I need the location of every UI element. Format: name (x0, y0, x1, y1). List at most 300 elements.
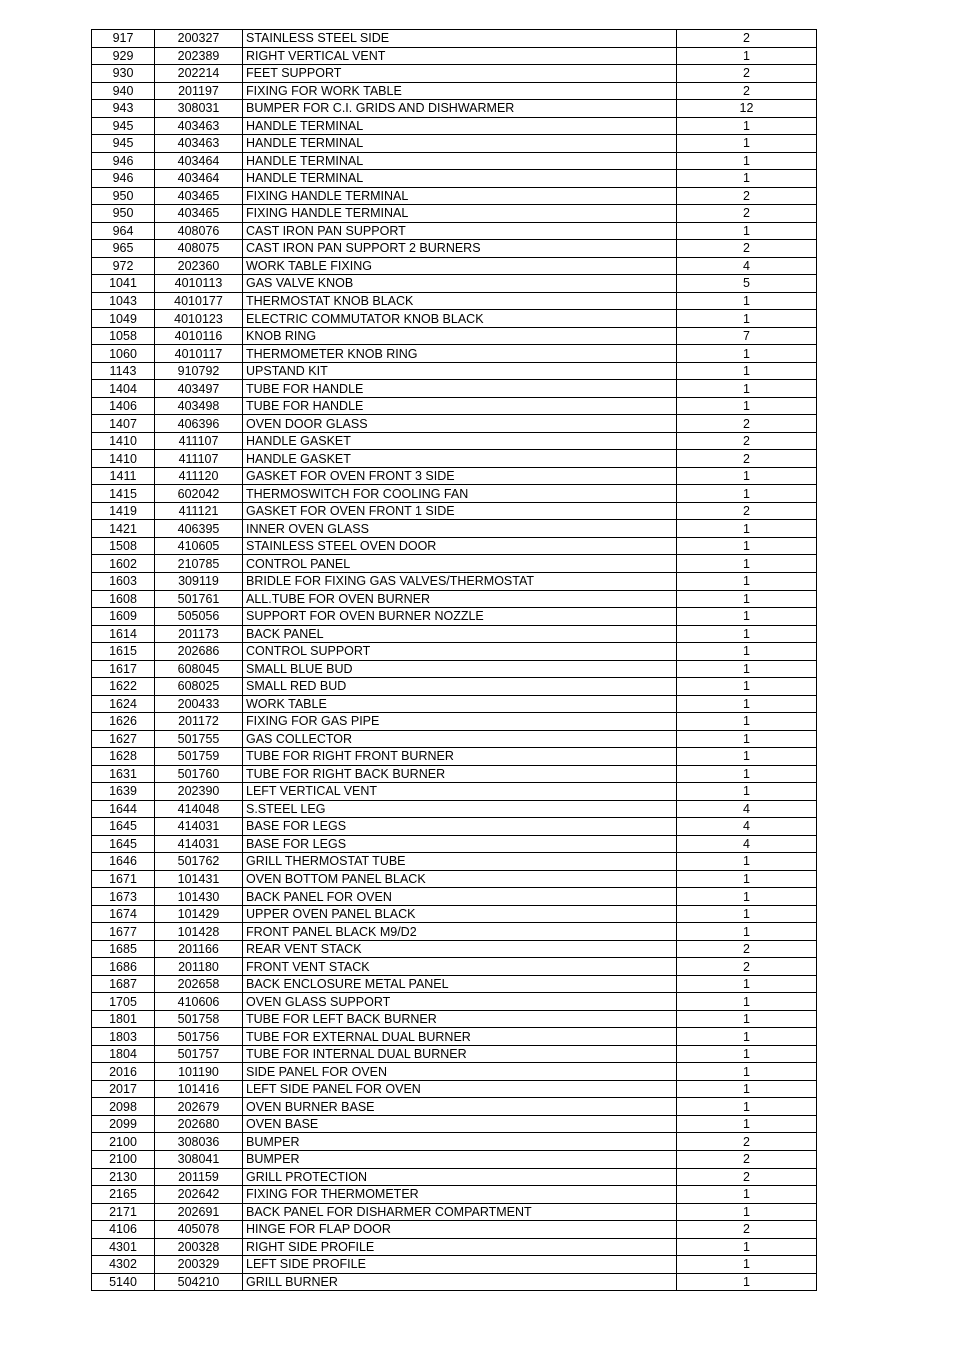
table-row (92, 748, 817, 766)
item-number-cell: 1421 (92, 520, 155, 538)
part-description-cell: GASKET FOR OVEN FRONT 1 SIDE (243, 502, 677, 520)
part-code-cell: 410605 (155, 537, 243, 555)
quantity-cell: 1 (677, 1098, 817, 1116)
quantity-cell: 7 (677, 327, 817, 345)
quantity-cell: 1 (677, 152, 817, 170)
part-description-cell: HANDLE TERMINAL (243, 117, 677, 135)
table-row (92, 1045, 817, 1063)
table-row (92, 818, 817, 836)
item-number-cell: 1646 (92, 853, 155, 871)
part-description-cell: SMALL BLUE BUD (243, 660, 677, 678)
part-description-cell: BUMPER (243, 1133, 677, 1151)
table-row (92, 590, 817, 608)
item-number-cell: 930 (92, 65, 155, 83)
part-code-cell: 4010113 (155, 275, 243, 293)
part-description-cell: LEFT SIDE PANEL FOR OVEN (243, 1080, 677, 1098)
table-row (92, 485, 817, 503)
part-code-cell: 4010117 (155, 345, 243, 363)
item-number-cell: 1801 (92, 1010, 155, 1028)
part-code-cell: 411121 (155, 502, 243, 520)
part-code-cell: 101431 (155, 870, 243, 888)
quantity-cell: 4 (677, 835, 817, 853)
quantity-cell: 1 (677, 520, 817, 538)
table-row (92, 152, 817, 170)
part-code-cell: 201159 (155, 1168, 243, 1186)
item-number-cell: 1627 (92, 730, 155, 748)
table-row (92, 117, 817, 135)
table-row (92, 1080, 817, 1098)
quantity-cell: 2 (677, 432, 817, 450)
item-number-cell: 1622 (92, 678, 155, 696)
item-number-cell: 1415 (92, 485, 155, 503)
part-code-cell: 202686 (155, 643, 243, 661)
item-number-cell: 1602 (92, 555, 155, 573)
table-row (92, 835, 817, 853)
part-code-cell: 202360 (155, 257, 243, 275)
table-row (92, 1133, 817, 1151)
quantity-cell: 1 (677, 748, 817, 766)
table-row (92, 940, 817, 958)
item-number-cell: 2171 (92, 1203, 155, 1221)
part-code-cell: 411107 (155, 450, 243, 468)
table-row (92, 958, 817, 976)
quantity-cell: 1 (677, 590, 817, 608)
item-number-cell: 1671 (92, 870, 155, 888)
item-number-cell: 2130 (92, 1168, 155, 1186)
table-row (92, 572, 817, 590)
item-number-cell: 1508 (92, 537, 155, 555)
item-number-cell: 4106 (92, 1221, 155, 1239)
part-description-cell: SMALL RED BUD (243, 678, 677, 696)
part-description-cell: OVEN BASE (243, 1115, 677, 1133)
part-description-cell: BRIDLE FOR FIXING GAS VALVES/THERMOSTAT (243, 572, 677, 590)
part-code-cell: 608045 (155, 660, 243, 678)
part-description-cell: INNER OVEN GLASS (243, 520, 677, 538)
quantity-cell: 2 (677, 1151, 817, 1169)
table-row (92, 82, 817, 100)
item-number-cell: 950 (92, 205, 155, 223)
table-row (92, 1115, 817, 1133)
part-description-cell: HANDLE GASKET (243, 432, 677, 450)
quantity-cell: 1 (677, 345, 817, 363)
item-number-cell: 965 (92, 240, 155, 258)
item-number-cell: 2100 (92, 1151, 155, 1169)
part-description-cell: TUBE FOR EXTERNAL DUAL BURNER (243, 1028, 677, 1046)
table-row (92, 362, 817, 380)
part-description-cell: OVEN GLASS SUPPORT (243, 993, 677, 1011)
quantity-cell: 1 (677, 1203, 817, 1221)
part-description-cell: THERMOSTAT KNOB BLACK (243, 292, 677, 310)
quantity-cell: 2 (677, 65, 817, 83)
table-row (92, 1186, 817, 1204)
item-number-cell: 1673 (92, 888, 155, 906)
item-number-cell: 2098 (92, 1098, 155, 1116)
table-row (92, 257, 817, 275)
part-code-cell: 501762 (155, 853, 243, 871)
quantity-cell: 1 (677, 1080, 817, 1098)
part-description-cell: HANDLE GASKET (243, 450, 677, 468)
part-description-cell: GRILL THERMOSTAT TUBE (243, 853, 677, 871)
quantity-cell: 1 (677, 47, 817, 65)
quantity-cell: 4 (677, 818, 817, 836)
part-description-cell: BUMPER (243, 1151, 677, 1169)
part-code-cell: 4010177 (155, 292, 243, 310)
part-code-cell: 200328 (155, 1238, 243, 1256)
part-description-cell: UPSTAND KIT (243, 362, 677, 380)
part-description-cell: GASKET FOR OVEN FRONT 3 SIDE (243, 467, 677, 485)
quantity-cell: 1 (677, 572, 817, 590)
quantity-cell: 2 (677, 240, 817, 258)
quantity-cell: 1 (677, 537, 817, 555)
table-row (92, 1221, 817, 1239)
part-code-cell: 201197 (155, 82, 243, 100)
item-number-cell: 1043 (92, 292, 155, 310)
part-code-cell: 101428 (155, 923, 243, 941)
table-row (92, 660, 817, 678)
quantity-cell: 2 (677, 502, 817, 520)
item-number-cell: 1674 (92, 905, 155, 923)
quantity-cell: 2 (677, 958, 817, 976)
quantity-cell: 1 (677, 1186, 817, 1204)
item-number-cell: 1677 (92, 923, 155, 941)
part-code-cell: 101190 (155, 1063, 243, 1081)
part-description-cell: BACK ENCLOSURE METAL PANEL (243, 975, 677, 993)
table-row (92, 1028, 817, 1046)
part-description-cell: TUBE FOR INTERNAL DUAL BURNER (243, 1045, 677, 1063)
table-row (92, 1238, 817, 1256)
item-number-cell: 1049 (92, 310, 155, 328)
parts-table (91, 29, 817, 1291)
part-code-cell: 501756 (155, 1028, 243, 1046)
table-row (92, 1063, 817, 1081)
part-description-cell: TUBE FOR HANDLE (243, 397, 677, 415)
item-number-cell: 1058 (92, 327, 155, 345)
quantity-cell: 1 (677, 993, 817, 1011)
table-row (92, 65, 817, 83)
quantity-cell: 2 (677, 82, 817, 100)
part-code-cell: 608025 (155, 678, 243, 696)
table-row (92, 187, 817, 205)
quantity-cell: 1 (677, 608, 817, 626)
quantity-cell: 1 (677, 730, 817, 748)
item-number-cell: 972 (92, 257, 155, 275)
table-row (92, 678, 817, 696)
table-row (92, 327, 817, 345)
quantity-cell: 1 (677, 625, 817, 643)
table-row (92, 923, 817, 941)
table-row (92, 608, 817, 626)
quantity-cell: 1 (677, 1045, 817, 1063)
quantity-cell: 1 (677, 783, 817, 801)
table-row (92, 625, 817, 643)
quantity-cell: 1 (677, 870, 817, 888)
part-description-cell: FEET SUPPORT (243, 65, 677, 83)
quantity-cell: 1 (677, 905, 817, 923)
item-number-cell: 1631 (92, 765, 155, 783)
quantity-cell: 2 (677, 1168, 817, 1186)
item-number-cell: 943 (92, 100, 155, 118)
part-code-cell: 200329 (155, 1256, 243, 1274)
part-code-cell: 201166 (155, 940, 243, 958)
part-description-cell: WORK TABLE FIXING (243, 257, 677, 275)
item-number-cell: 1603 (92, 572, 155, 590)
quantity-cell: 1 (677, 170, 817, 188)
part-description-cell: GRILL BURNER (243, 1273, 677, 1291)
part-description-cell: TUBE FOR HANDLE (243, 380, 677, 398)
part-description-cell: OVEN BOTTOM PANEL BLACK (243, 870, 677, 888)
part-code-cell: 504210 (155, 1273, 243, 1291)
part-description-cell: TUBE FOR LEFT BACK BURNER (243, 1010, 677, 1028)
part-description-cell: THERMOSWITCH FOR COOLING FAN (243, 485, 677, 503)
item-number-cell: 917 (92, 30, 155, 48)
item-number-cell: 1410 (92, 432, 155, 450)
table-row (92, 555, 817, 573)
part-description-cell: FRONT VENT STACK (243, 958, 677, 976)
part-code-cell: 414048 (155, 800, 243, 818)
quantity-cell: 1 (677, 485, 817, 503)
part-description-cell: UPPER OVEN PANEL BLACK (243, 905, 677, 923)
table-row (92, 292, 817, 310)
quantity-cell: 1 (677, 1028, 817, 1046)
part-code-cell: 414031 (155, 835, 243, 853)
table-row (92, 537, 817, 555)
item-number-cell: 940 (92, 82, 155, 100)
part-description-cell: CONTROL SUPPORT (243, 643, 677, 661)
item-number-cell: 1624 (92, 695, 155, 713)
table-row (92, 800, 817, 818)
item-number-cell: 1609 (92, 608, 155, 626)
table-row (92, 783, 817, 801)
table-row (92, 1098, 817, 1116)
table-row (92, 853, 817, 871)
item-number-cell: 1639 (92, 783, 155, 801)
part-code-cell: 406396 (155, 415, 243, 433)
quantity-cell: 1 (677, 660, 817, 678)
part-description-cell: GAS VALVE KNOB (243, 275, 677, 293)
part-code-cell: 201172 (155, 713, 243, 731)
part-code-cell: 202691 (155, 1203, 243, 1221)
item-number-cell: 945 (92, 135, 155, 153)
part-description-cell: RIGHT SIDE PROFILE (243, 1238, 677, 1256)
table-row (92, 432, 817, 450)
table-row (92, 170, 817, 188)
item-number-cell: 945 (92, 117, 155, 135)
part-description-cell: GRILL PROTECTION (243, 1168, 677, 1186)
part-description-cell: FRONT PANEL BLACK M9/D2 (243, 923, 677, 941)
part-description-cell: TUBE FOR RIGHT BACK BURNER (243, 765, 677, 783)
part-description-cell: BASE FOR LEGS (243, 818, 677, 836)
item-number-cell: 1041 (92, 275, 155, 293)
item-number-cell: 1614 (92, 625, 155, 643)
quantity-cell: 12 (677, 100, 817, 118)
table-row (92, 870, 817, 888)
part-description-cell: KNOB RING (243, 327, 677, 345)
part-description-cell: FIXING FOR WORK TABLE (243, 82, 677, 100)
table-row (92, 993, 817, 1011)
quantity-cell: 1 (677, 117, 817, 135)
part-code-cell: 403464 (155, 152, 243, 170)
part-code-cell: 406395 (155, 520, 243, 538)
table-row (92, 345, 817, 363)
part-code-cell: 501757 (155, 1045, 243, 1063)
table-row (92, 380, 817, 398)
part-description-cell: ELECTRIC COMMUTATOR KNOB BLACK (243, 310, 677, 328)
item-number-cell: 964 (92, 222, 155, 240)
part-code-cell: 408075 (155, 240, 243, 258)
item-number-cell: 1406 (92, 397, 155, 415)
table-row (92, 713, 817, 731)
quantity-cell: 2 (677, 1133, 817, 1151)
part-code-cell: 501759 (155, 748, 243, 766)
part-description-cell: OVEN BURNER BASE (243, 1098, 677, 1116)
quantity-cell: 1 (677, 713, 817, 731)
part-description-cell: BUMPER FOR C.I. GRIDS AND DISHWARMER (243, 100, 677, 118)
item-number-cell: 2100 (92, 1133, 155, 1151)
part-code-cell: 202680 (155, 1115, 243, 1133)
quantity-cell: 1 (677, 467, 817, 485)
part-code-cell: 200433 (155, 695, 243, 713)
item-number-cell: 1803 (92, 1028, 155, 1046)
table-row (92, 100, 817, 118)
item-number-cell: 1804 (92, 1045, 155, 1063)
table-row (92, 310, 817, 328)
part-code-cell: 202389 (155, 47, 243, 65)
table-row (92, 397, 817, 415)
table-row (92, 695, 817, 713)
part-description-cell: WORK TABLE (243, 695, 677, 713)
table-row (92, 275, 817, 293)
part-code-cell: 403465 (155, 187, 243, 205)
part-code-cell: 403497 (155, 380, 243, 398)
quantity-cell: 1 (677, 888, 817, 906)
quantity-cell: 1 (677, 1273, 817, 1291)
part-code-cell: 405078 (155, 1221, 243, 1239)
part-code-cell: 411107 (155, 432, 243, 450)
part-code-cell: 4010116 (155, 327, 243, 345)
part-code-cell: 403463 (155, 135, 243, 153)
quantity-cell: 1 (677, 1063, 817, 1081)
part-description-cell: FIXING FOR THERMOMETER (243, 1186, 677, 1204)
part-code-cell: 201173 (155, 625, 243, 643)
item-number-cell: 1410 (92, 450, 155, 468)
part-code-cell: 101430 (155, 888, 243, 906)
quantity-cell: 1 (677, 362, 817, 380)
part-code-cell: 408076 (155, 222, 243, 240)
part-description-cell: HANDLE TERMINAL (243, 152, 677, 170)
part-code-cell: 308041 (155, 1151, 243, 1169)
quantity-cell: 2 (677, 30, 817, 48)
quantity-cell: 1 (677, 1010, 817, 1028)
item-number-cell: 1411 (92, 467, 155, 485)
item-number-cell: 1687 (92, 975, 155, 993)
quantity-cell: 1 (677, 975, 817, 993)
quantity-cell: 1 (677, 1115, 817, 1133)
part-description-cell: HANDLE TERMINAL (243, 170, 677, 188)
part-description-cell: SIDE PANEL FOR OVEN (243, 1063, 677, 1081)
item-number-cell: 946 (92, 152, 155, 170)
item-number-cell: 1419 (92, 502, 155, 520)
part-description-cell: CONTROL PANEL (243, 555, 677, 573)
part-code-cell: 403464 (155, 170, 243, 188)
quantity-cell: 1 (677, 678, 817, 696)
quantity-cell: 5 (677, 275, 817, 293)
part-description-cell: ALL.TUBE FOR OVEN BURNER (243, 590, 677, 608)
part-code-cell: 210785 (155, 555, 243, 573)
quantity-cell: 1 (677, 310, 817, 328)
table-row (92, 1151, 817, 1169)
item-number-cell: 2017 (92, 1080, 155, 1098)
item-number-cell: 1705 (92, 993, 155, 1011)
part-description-cell: REAR VENT STACK (243, 940, 677, 958)
item-number-cell: 1685 (92, 940, 155, 958)
table-row (92, 1168, 817, 1186)
part-description-cell: TUBE FOR RIGHT FRONT BURNER (243, 748, 677, 766)
table-row (92, 888, 817, 906)
item-number-cell: 1608 (92, 590, 155, 608)
table-row (92, 1010, 817, 1028)
part-code-cell: 403463 (155, 117, 243, 135)
table-row (92, 643, 817, 661)
table-row (92, 415, 817, 433)
table-row (92, 502, 817, 520)
item-number-cell: 1644 (92, 800, 155, 818)
quantity-cell: 1 (677, 695, 817, 713)
table-row (92, 905, 817, 923)
table-row (92, 222, 817, 240)
table-row (92, 1203, 817, 1221)
part-code-cell: 505056 (155, 608, 243, 626)
item-number-cell: 4301 (92, 1238, 155, 1256)
part-description-cell: HANDLE TERMINAL (243, 135, 677, 153)
part-code-cell: 308036 (155, 1133, 243, 1151)
quantity-cell: 1 (677, 1238, 817, 1256)
part-code-cell: 414031 (155, 818, 243, 836)
quantity-cell: 1 (677, 380, 817, 398)
part-description-cell: S.STEEL LEG (243, 800, 677, 818)
part-description-cell: STAINLESS STEEL OVEN DOOR (243, 537, 677, 555)
item-number-cell: 5140 (92, 1273, 155, 1291)
part-code-cell: 602042 (155, 485, 243, 503)
part-code-cell: 410606 (155, 993, 243, 1011)
quantity-cell: 1 (677, 135, 817, 153)
quantity-cell: 1 (677, 555, 817, 573)
part-code-cell: 202390 (155, 783, 243, 801)
table-row (92, 730, 817, 748)
table-row (92, 47, 817, 65)
item-number-cell: 1617 (92, 660, 155, 678)
item-number-cell: 1143 (92, 362, 155, 380)
table-row (92, 467, 817, 485)
part-code-cell: 202214 (155, 65, 243, 83)
part-code-cell: 201180 (155, 958, 243, 976)
quantity-cell: 1 (677, 643, 817, 661)
quantity-cell: 1 (677, 853, 817, 871)
item-number-cell: 946 (92, 170, 155, 188)
quantity-cell: 2 (677, 415, 817, 433)
part-code-cell: 101416 (155, 1080, 243, 1098)
quantity-cell: 4 (677, 257, 817, 275)
parts-table-body (92, 30, 817, 1291)
quantity-cell: 2 (677, 450, 817, 468)
part-description-cell: BACK PANEL (243, 625, 677, 643)
part-description-cell: BACK PANEL FOR DISHARMER COMPARTMENT (243, 1203, 677, 1221)
item-number-cell: 4302 (92, 1256, 155, 1274)
part-description-cell: FIXING HANDLE TERMINAL (243, 187, 677, 205)
part-code-cell: 910792 (155, 362, 243, 380)
part-description-cell: FIXING FOR GAS PIPE (243, 713, 677, 731)
quantity-cell: 1 (677, 222, 817, 240)
part-description-cell: OVEN DOOR GLASS (243, 415, 677, 433)
